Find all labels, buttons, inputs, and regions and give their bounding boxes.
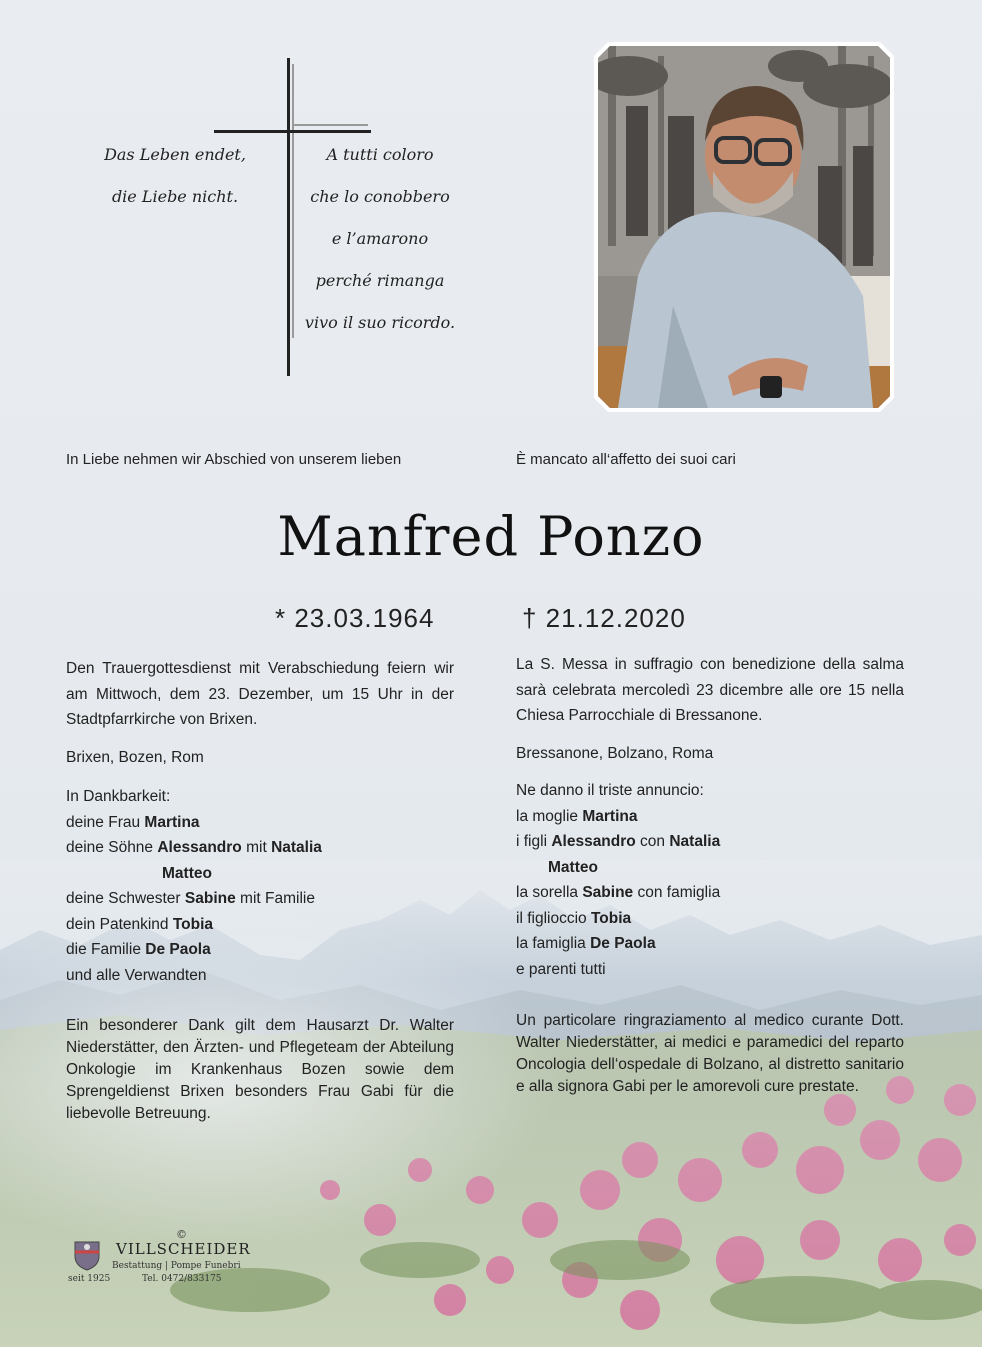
mourner-row: la sorella Sabine con famiglia: [516, 884, 721, 901]
quote-line: die Liebe nicht.: [111, 187, 239, 206]
mourner-row: il figlioccio Tobia: [516, 909, 632, 927]
quote-italian: [300, 134, 460, 344]
places-text: Brixen, Bozen, Rom: [66, 748, 204, 766]
crest-icon: [72, 1238, 102, 1272]
cross-shadow-horizontal: [292, 124, 368, 126]
logo-phone: Tel. 0472/833175: [142, 1274, 222, 1284]
mourner-row: und alle Verwandten: [66, 966, 207, 984]
italian-column: [516, 652, 904, 1098]
birth-date: * 23.03.1964: [275, 603, 435, 633]
thanks-header: In Dankbarkeit:: [66, 788, 171, 805]
service-text: La S. Messa in suffragio con benedizione della salma sarà celebrata mercoledì 23 dicembre alle ore 15 nella Chiesa Parrocchiale di Bressanone.: [516, 656, 904, 724]
mourner-row: i figli Alessandro con Natalia: [516, 833, 721, 850]
quote-line: perché rimanga: [315, 271, 445, 290]
mourner-row: la famiglia De Paola: [516, 935, 656, 952]
quote-line: A tutti coloro: [326, 145, 434, 164]
quote-line: vivo il suo ricordo.: [304, 313, 456, 332]
intro-german: In Liebe nehmen wir Abschied von unserem lieben: [66, 451, 402, 468]
thanks-header: Ne danno il triste annuncio:: [516, 782, 704, 799]
mourner-row: deine Söhne Alessandro mit Natalia: [66, 839, 322, 856]
quote-german: [95, 134, 255, 218]
mourner-row: la moglie Martina: [516, 807, 638, 825]
copyright-mark: ©: [176, 1228, 187, 1241]
quote-line: e l’amarono: [331, 229, 429, 248]
mourner-row: deine Frau Martina: [66, 813, 200, 831]
logo-name: VILLSCHEIDER: [116, 1240, 251, 1258]
portrait-photo: [598, 46, 890, 408]
mourner-row: Matteo: [548, 858, 598, 876]
cross-vertical: [287, 58, 290, 376]
german-column: [66, 656, 454, 1125]
gratitude-text: Ein besonderer Dank gilt dem Hausarzt Dr. Walter Niederstätter, den Ärzten- und Pflegeteam der Abteilung Onkologie im Krankenhaus Bozen sowie dem Sprengeldienst Brixen besonders Frau Gabi für die liebevolle Betreuung.: [66, 1017, 454, 1122]
mourner-row: die Familie De Paola: [66, 941, 211, 958]
quote-line: che lo conobbero: [310, 187, 450, 206]
mourner-row: Matteo: [162, 864, 212, 882]
logo-since: seit 1925: [68, 1274, 111, 1284]
cross-shadow-vertical: [292, 64, 294, 338]
logo-subtitle: Bestattung | Pompe Funebri: [112, 1261, 241, 1271]
service-text: Den Trauergottesdienst mit Verabschiedung feiern wir am Mittwoch, dem 23. Dezember, um 15 Uhr in der Stadtpfarrkirche von Brixen.: [66, 660, 454, 728]
funeral-home-logo: [68, 1228, 268, 1298]
mourner-row: dein Patenkind Tobia: [66, 915, 214, 933]
mourner-row: e parenti tutti: [516, 960, 606, 978]
intro-italian: È mancato all‘affetto dei suoi cari: [516, 451, 736, 468]
deceased-name: Manfred Ponzo: [277, 505, 705, 568]
quote-line: Das Leben endet,: [104, 145, 246, 164]
death-date: † 21.12.2020: [522, 603, 686, 633]
cross-horizontal: [214, 130, 371, 133]
places-text: Bressanone, Bolzano, Roma: [516, 744, 714, 762]
gratitude-text: Un particolare ringraziamento al medico curante Dott. Walter Niederstätter, ai medici e paramedici del reparto Oncologia dell‘ospedale di Bolzano, al distretto sanitario e alla signora Gabi per le amorevoli cure prestate.: [516, 1012, 904, 1095]
mourner-row: deine Schwester Sabine mit Familie: [66, 890, 315, 907]
